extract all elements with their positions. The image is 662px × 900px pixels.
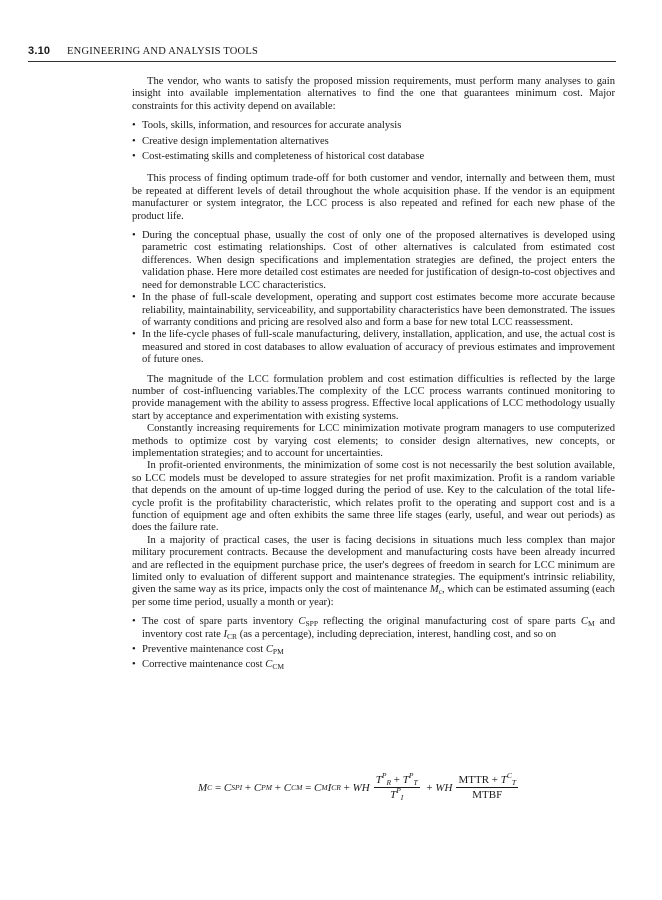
paragraph-5: In profit-oriented environments, the minimization of some cost is not necessarily the best solution available, so LCC models must be developed to assure strategies for net profit maximization. Profit is a random variable that depends on the amount of up-time logged during the period of use. Key to the calculation of the total life-cycle profit is the profitability characteristic, which relates profit to the operating and support cost and is a function of equipment age and often exhibits the same three life stages (early, useful, and wear out periods) as does the failure rate. — [132, 460, 615, 534]
cost-components-list — [132, 616, 615, 672]
list-item: • In the life-cycle phases of full-scale manufacturing, delivery, installation, application, and use, the actual cost is measured and stored in cost databases to allow evaluation of accuracy of previous estimates and improvement of future ones. — [132, 329, 615, 366]
section-title: ENGINEERING AND ANALYSIS TOOLS — [67, 46, 258, 57]
constraints-list — [132, 120, 615, 163]
paragraph-1: The vendor, who wants to satisfy the proposed mission requirements, must perform many analyses to gain insight into available implementation alternatives to find the one that guarantees minimum cost. Major constraints for this activity depend on available: — [132, 76, 615, 112]
list-item: • Creative design implementation alternatives — [132, 136, 615, 148]
list-item: • Cost-estimating skills and completeness of historical cost database — [132, 151, 615, 163]
list-item: • During the conceptual phase, usually the cost of only one of the proposed alternatives is developed using parametric cost estimating relationships. Cost of other alternatives is calculated from estimated cost differences. When design specifications and implementation strategies are defined, the project enters the validation phase. Here more detailed cost estimates are needed for justification of design-to-cost objectives and need for demonstrable LCC characteristics. — [132, 230, 615, 292]
list-item: • Tools, skills, information, and resources for accurate analysis — [132, 120, 615, 132]
list-item: • The cost of spare parts inventory $C_{SPP}$ reflecting the original manufacturing cost of spare parts $C_M$ and inventory cost rate $I_{CR}$ (as a percentage), including depreciation, interest, handling cost, and so on — [132, 616, 615, 641]
page-number: 3.10 — [28, 45, 51, 57]
paragraph-4: Constantly increasing requirements for LCC minimization motivate program managers to use computerized methods to optimize cost by varying cost elements; to consider design alternatives, new concepts, or implementation strategies; and to account for uncertainties. — [132, 423, 615, 459]
list-item: • Preventive maintenance cost $C_{PM}$ — [132, 644, 615, 656]
list-item: • In the phase of full-scale development, operating and support cost estimates become more accurate because reliability, maintainability, serviceability, and supportability characteristics have been demonstrated. The issues of warranty conditions and pricing are resolved also and form a base for new total LCC reassessment. — [132, 292, 615, 329]
paragraph-6: In a majority of practical cases, the user is facing decisions in situations much less complex than major military procurement contracts. Because the development and manufacturing costs have been already incurred and are reflected in the equipment purchase price, the user's degrees of freedom in search for LCC minimum are limited only to evaluation of different support and maintenance strategies. The equipment's intrinsic reliability, given the same way as its price, impacts only the cost of maintenance $M_c$, which can be estimated assuming (each per some time period, usually a month or year): — [132, 534, 615, 608]
fraction-preventive: $\frac{T^P_R + T^P_T}{T^P_I}$ — [375, 771, 418, 802]
fraction-corrective: $\frac{MTTR + T^C_T}{\text{MTBF}}$ — [458, 771, 517, 801]
paragraph-2: This process of finding optimum trade-off for both customer and vendor, internally and between them, must be repeated at different levels of detail throughout the whole acquisition phase. If the vendor is an equipment manufacturer or system integrator, the LCC process is also repeated and refined for each new phase of the product life. — [132, 173, 615, 222]
list-item: • Corrective maintenance cost $C_{CM}$ — [132, 659, 615, 671]
running-header — [28, 45, 258, 57]
maintenance-cost-equation: M C = C SPI + C PM + C CM = C M I CR + WH $\frac{T^P_R + T^P_T}{T^P_I}$ + WH $\frac{MTTR + T^C_T}{\text{MTBF}}$ — [198, 771, 517, 802]
body-text — [132, 76, 615, 675]
header-rule — [28, 61, 616, 62]
phases-list — [132, 230, 615, 366]
paragraph-3: The magnitude of the LCC formulation problem and cost estimation difficulties is reflected by the large number of cost-influencing variables.The complexity of the LCC process warrants continued monitoring to provide management with the ability to assess progress. Effective local applications of LCC methodology usually start by acceptance and experimentation with existing systems. — [132, 373, 615, 422]
